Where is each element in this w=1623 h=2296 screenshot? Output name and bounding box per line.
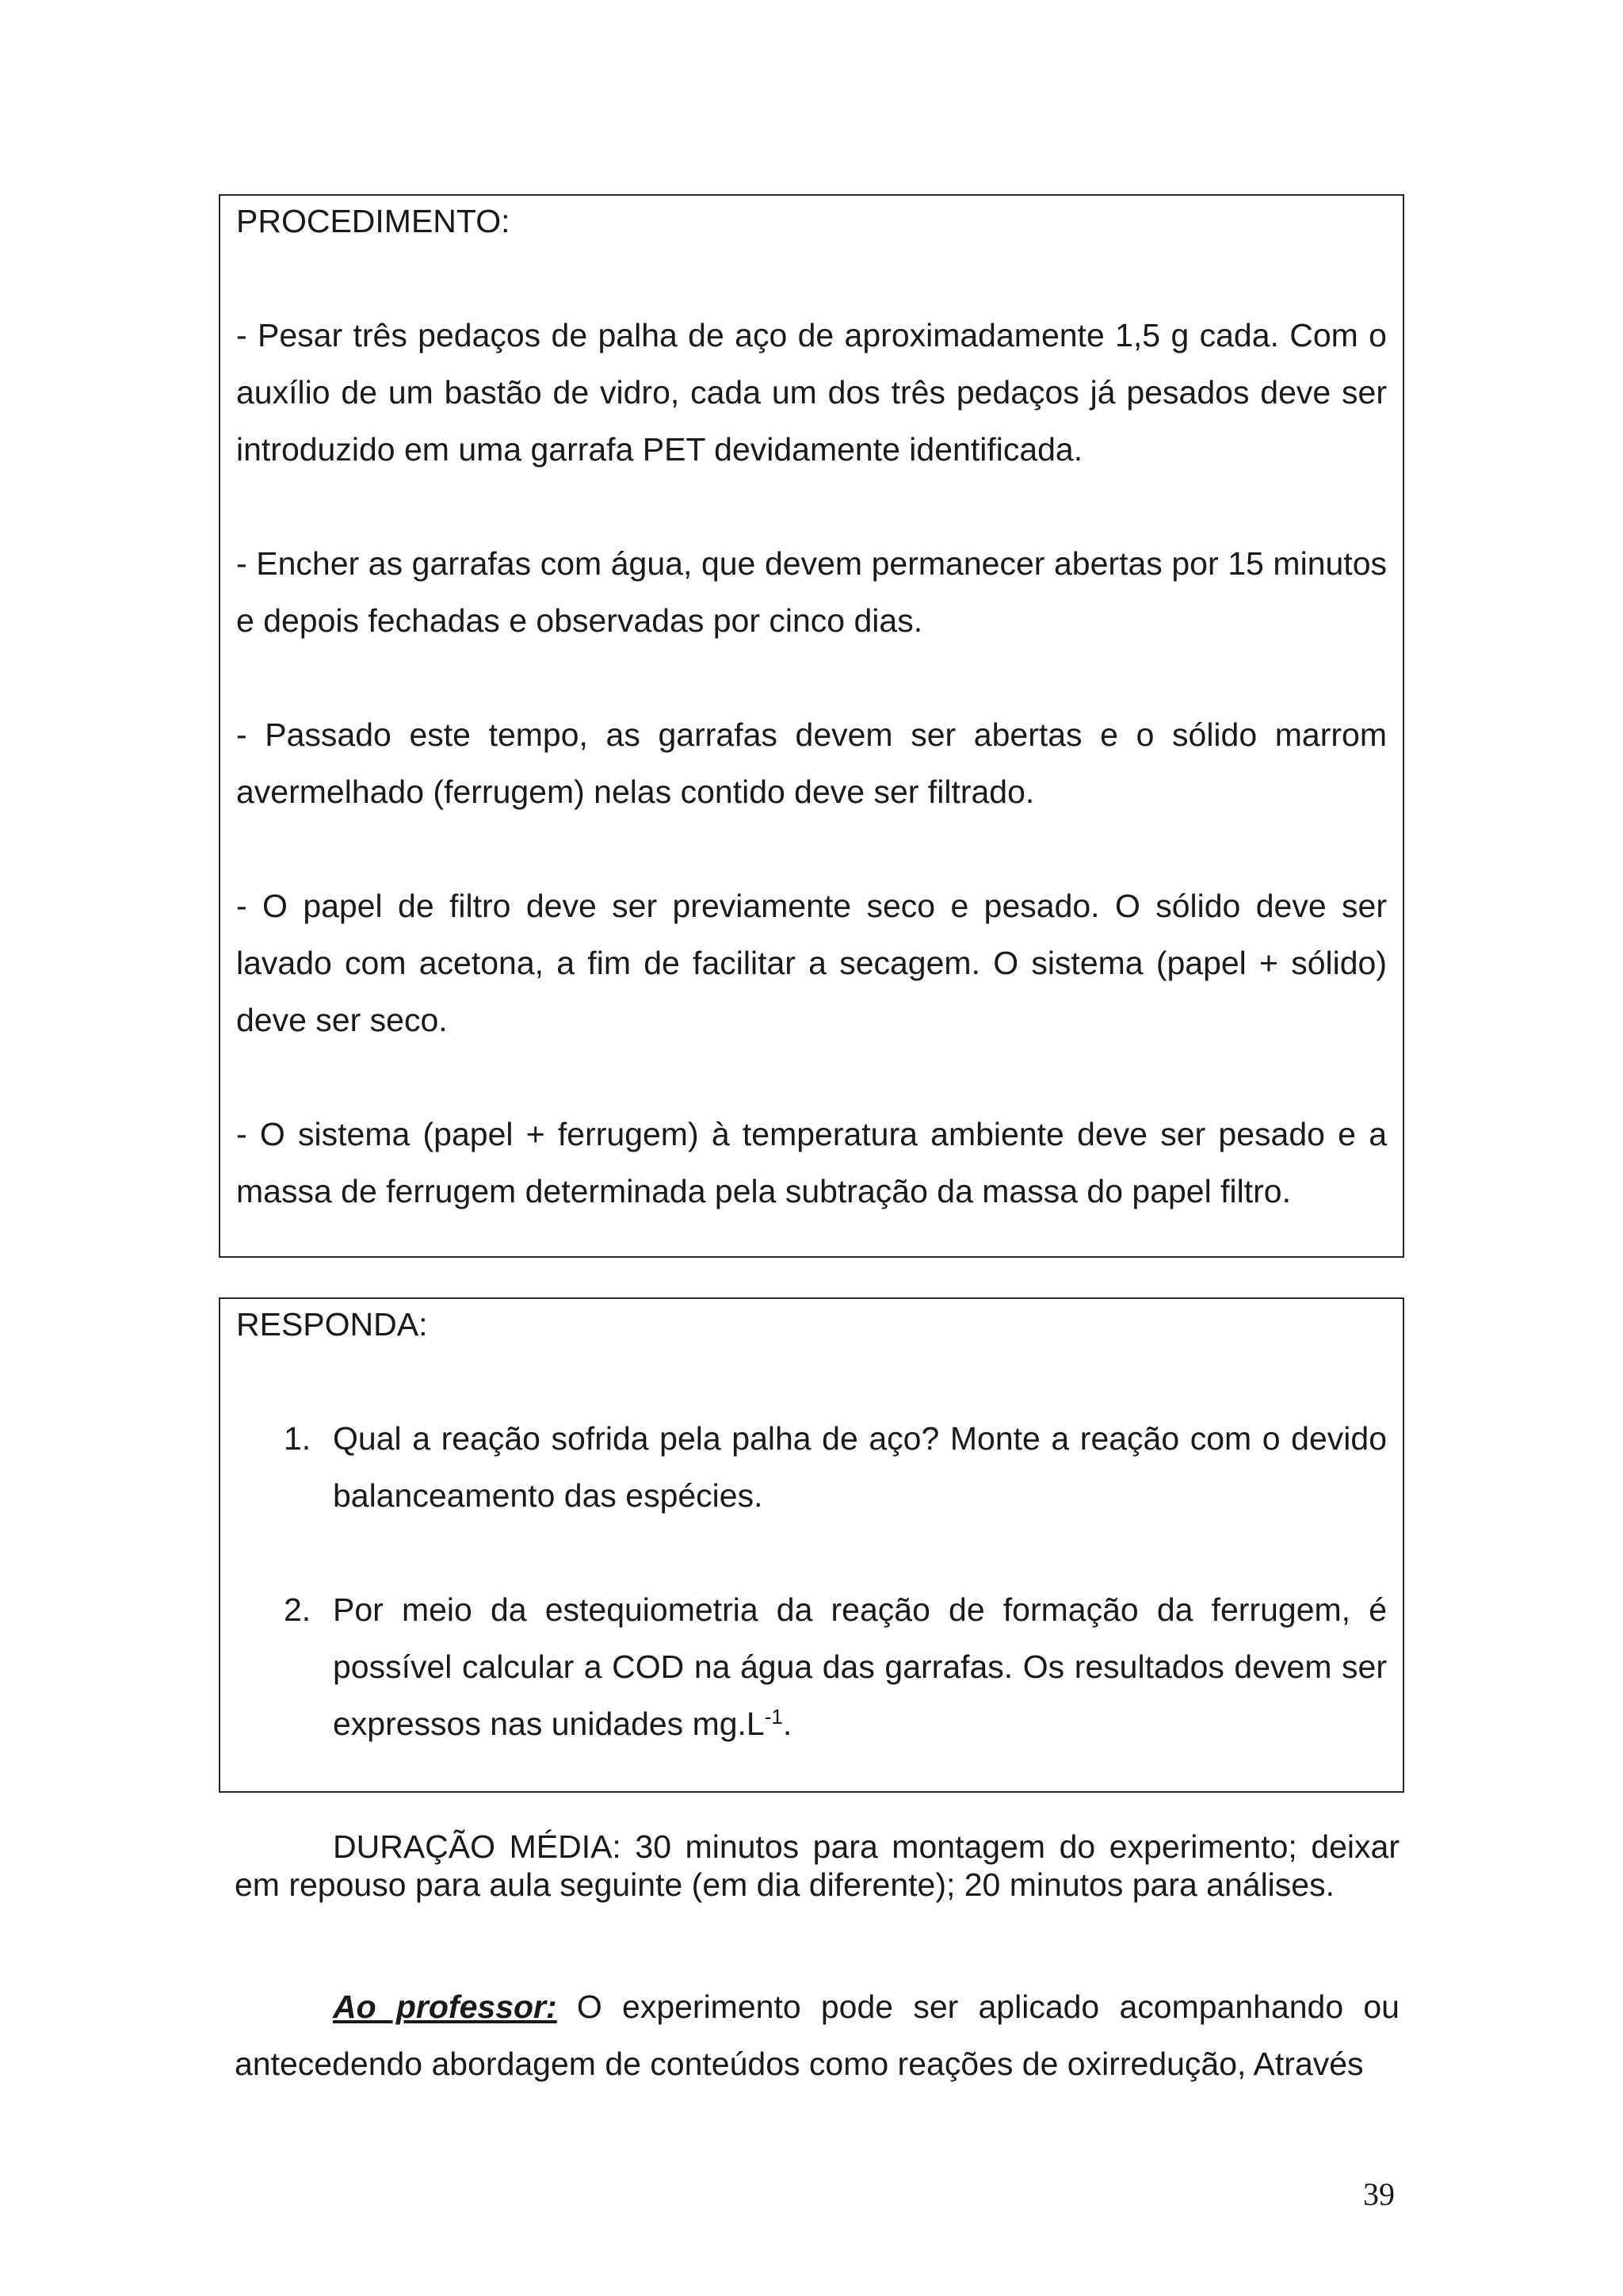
question-number: 2. <box>284 1591 311 1628</box>
duracao-paragraph: DURAÇÃO MÉDIA: 30 minutos para montagem do experimento; deixar em repouso para aula seguinte (em dia diferente); 20 minutos para análises. <box>235 1828 1400 1903</box>
ao-professor-label: Ao professor: <box>333 1988 557 2025</box>
procedimento-step: - Encher as garrafas com água, que devem permanecer abertas por 15 minutos e depois fechadas e observadas por cinco dias. <box>236 545 1387 639</box>
question-text <box>333 1581 1387 1752</box>
procedimento-step: - Pesar três pedaços de palha de aço de aproximadamente 1,5 g cada. Com o auxílio de um bastão de vidro, cada um dos três pedaços já pesados deve ser introduzido em uma garrafa PET devidamente identificada. <box>236 317 1387 468</box>
procedimento-title: PROCEDIMENTO: <box>236 203 510 239</box>
page-number: 39 <box>1363 2176 1395 2212</box>
responda-box <box>219 1297 1404 1793</box>
question-number: 1. <box>284 1420 311 1457</box>
question-suffix: . <box>782 1706 792 1742</box>
unit-exponent: -1 <box>764 1705 783 1729</box>
responda-title: RESPONDA: <box>236 1306 428 1343</box>
question-item <box>236 1410 1387 1524</box>
procedimento-step: - Passado este tempo, as garrafas devem ser abertas e o sólido marrom avermelhado (ferrugem) nelas contido deve ser filtrado. <box>236 716 1387 810</box>
procedimento-step: - O sistema (papel + ferrugem) à temperatura ambiente deve ser pesado e a massa de ferrugem determinada pela subtração da massa do papel filtro. <box>236 1116 1387 1209</box>
question-body: Por meio da estequiometria da reação de formação da ferrugem, é possível calcular a COD na água das garrafas. Os resultados devem ser expressos nas unidades mg.L <box>333 1591 1387 1742</box>
procedimento-box <box>219 194 1404 1258</box>
ao-professor-paragraph <box>235 1978 1400 2092</box>
question-text: Qual a reação sofrida pela palha de aço? Monte a reação com o devido balanceamento das espécies. <box>333 1420 1387 1514</box>
question-item <box>236 1581 1387 1752</box>
ao-professor-text: O experimento pode ser aplicado acompanhando ou antecedendo abordagem de conteúdos como reações de oxirredução, Através <box>235 1988 1400 2082</box>
procedimento-step: - O papel de filtro deve ser previamente seco e pesado. O sólido deve ser lavado com acetona, a fim de facilitar a secagem. O sistema (papel + sólido) deve ser seco. <box>236 888 1387 1038</box>
